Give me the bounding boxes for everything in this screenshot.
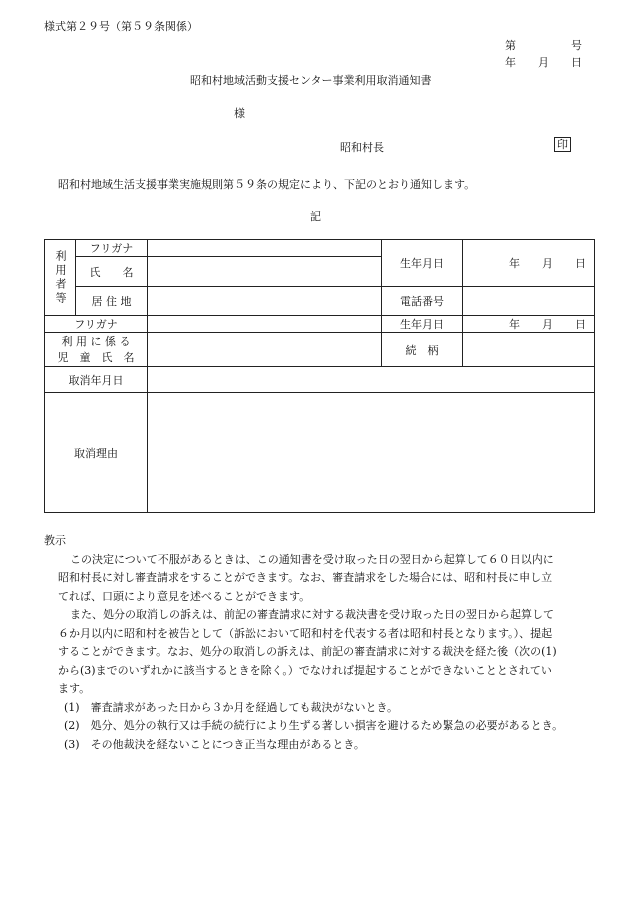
addressee-suffix: 様 <box>234 107 245 120</box>
child-birth-value[interactable]: 年 月 日 <box>463 316 595 333</box>
application-table <box>44 239 595 513</box>
issuer-name: 昭和村長 <box>340 141 384 154</box>
furigana-label: フリガナ <box>76 240 148 257</box>
notice-paragraph-1: てれば、口頭により意見を述べることができます。 <box>58 589 311 603</box>
notice-item-3: (3) その他裁決を経ないことにつき正当な理由があるとき。 <box>64 737 365 751</box>
notice-paragraph-2: また、処分の取消しの訴えは、前記の審査請求に対する裁決書を受け取った日の翌日から起算して <box>70 608 554 621</box>
phone-label: 電話番号 <box>382 287 463 316</box>
child-birth-label: 生年月日 <box>382 316 463 333</box>
ki-heading: 記 <box>310 210 321 223</box>
notice-heading: 教示 <box>44 534 66 547</box>
intro-text: 昭和村地域生活支援事業実施規則第５９条の規定により、下記のとおり通知します。 <box>58 178 476 191</box>
address-field[interactable] <box>148 287 382 316</box>
seal-text: 印 <box>554 137 571 152</box>
child-furigana-field[interactable] <box>148 316 382 333</box>
notice-paragraph-2: ます。 <box>58 682 91 695</box>
notice-paragraph-2: ６か月以内に昭和村を被告として（訴訟において昭和村を代表する者は昭和村長となります。）、提起 <box>58 626 553 640</box>
document-number: 第 号 <box>505 39 582 52</box>
notice-section <box>44 532 604 754</box>
cancel-reason-label: 取消理由 <box>45 393 148 513</box>
child-name-label: 利 用 に 係 る 児 童 氏 名 <box>45 333 148 367</box>
phone-field[interactable] <box>463 287 595 316</box>
seal-mark <box>554 137 571 152</box>
relation-field[interactable] <box>463 333 595 367</box>
name-field[interactable] <box>148 257 382 287</box>
issue-date: 年 月 日 <box>505 56 582 69</box>
notice-paragraph-2: から(3)までのいずれかに該当するときを除く。）でなければ提起することができないこととされてい <box>58 663 552 677</box>
furigana-field[interactable] <box>148 240 382 257</box>
notice-item-1: (1) 審査請求があった日から３か月を経過しても裁決がないとき。 <box>64 700 399 714</box>
notice-paragraph-1: この決定について不服があるときは、この通知書を受け取った日の翌日から起算して６０日以内に <box>70 552 554 566</box>
form-number: 様式第２９号（第５９条関係） <box>44 20 198 33</box>
document-title: 昭和村地域活動支援センター事業利用取消通知書 <box>190 74 432 87</box>
notice-item-2: (2) 処分、処分の執行又は手続の続行により生ずる著しい損害を避けるため緊急の必要があるとき。 <box>64 719 564 732</box>
cancel-date-field[interactable] <box>148 367 595 393</box>
cancel-reason-field[interactable] <box>148 393 595 513</box>
name-label: 氏 名 <box>76 257 148 287</box>
birth-label: 生年月日 <box>382 240 463 287</box>
cancel-date-label: 取消年月日 <box>45 367 148 393</box>
notice-paragraph-1: 昭和村長に対し審査請求をすることができます。なお、審査請求をした場合には、昭和村長に申し立 <box>58 571 553 584</box>
user-group-label: 利用者等 <box>45 240 76 316</box>
address-label: 居 住 地 <box>76 287 148 316</box>
notice-paragraph-2: することができます。なお、処分の取消しの訴えは、前記の審査請求に対する裁決を経た後（次の(1) <box>58 645 557 658</box>
child-furigana-label: フリガナ <box>45 316 148 333</box>
relation-label: 続 柄 <box>382 333 463 367</box>
child-name-field[interactable] <box>148 333 382 367</box>
birth-value[interactable]: 年 月 日 <box>463 240 595 287</box>
